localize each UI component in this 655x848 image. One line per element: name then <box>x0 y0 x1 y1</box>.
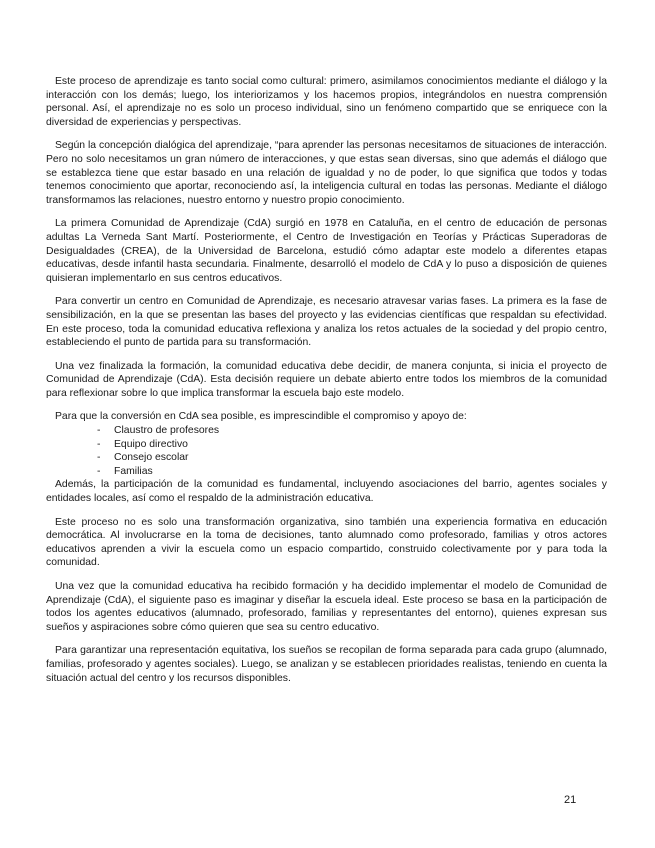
paragraph-5: Una vez finalizada la formación, la comunidad educativa debe decidir, de manera conjunta, si inicia el proyecto de Comunidad de Aprendizaje (CdA). Esta decisión requiere un debate abierto entre todos los miembros de la comunidad para reflexionar sobre lo que implica transformar la escuela bajo este modelo. <box>46 360 607 399</box>
list-intro: Para que la conversión en CdA sea posible, es imprescindible el compromiso y apoyo de: <box>55 411 467 423</box>
list-item: - Claustro de profesores <box>97 424 607 438</box>
commitment-list <box>46 424 607 478</box>
paragraph-2: Según la concepción dialógica del aprendizaje, “para aprender las personas necesitamos de situaciones de interacción. Pero no solo necesitamos un gran número de interacciones, y que estas sean diversas, sino que además el diálogo que se establezca tiene que estar basado en una relación de igualdad y no de poder, lo que significa que todos y todas tenemos conocimiento que aportar, reconociendo así, la inteligencia cultural en todas las personas. Mediante el diálogo transformamos las relaciones, nuestro entorno y nuestro propio conocimiento. <box>46 140 607 206</box>
paragraph-1: Este proceso de aprendizaje es tanto social como cultural: primero, asimilamos conocimientos mediante el diálogo y la interacción con los demás; luego, los interiorizamos y los hacemos propios, integrándolos en nuestra comprensión personal. Así, el aprendizaje no es solo un proceso individual, sino un fenómeno compartido que se enriquece con la diversidad de experiencias y perspectivas. <box>46 76 607 128</box>
paragraph-6: Este proceso no es solo una transformación organizativa, sino también una experiencia formativa en educación democrática. Al involucrarse en la toma de decisiones, tanto alumnado como profesorado, familias y otros actores educativos aprenden a vivir la escuela como un espacio compartido, construido colectivamente por y para toda la comunidad. <box>46 516 607 569</box>
paragraph-8: Para garantizar una representación equitativa, los sueños se recopilan de forma separada para cada grupo (alumnado, familias, profesorado y agentes sociales). Luego, se analizan y se establecen prioridades realistas, teniendo en cuenta la situación actual del centro y los recursos disponibles. <box>46 645 607 684</box>
paragraph-4: Para convertir un centro en Comunidad de Aprendizaje, es necesario atravesar varias fases. La primera es la fase de sensibilización, en la que se presentan las bases del proyecto y las evidencias científicas que respaldan su efectividad. En este proceso, toda la comunidad educativa reflexiona y analiza los retos actuales de la sociedad y del propio centro, estableciendo el punto de partida para su transformación. <box>46 296 607 349</box>
list-item: - Familias <box>97 465 607 479</box>
paragraph-7: Una vez que la comunidad educativa ha recibido formación y ha decidido implementar el modelo de Comunidad de Aprendizaje (CdA), el siguiente paso es imaginar y diseñar la escuela ideal. Este proceso se basa en la participación de todos los agentes educativos (alumnado, profesorado, familias y representantes del entorno), quienes expresan sus sueños y aspiraciones sobre cómo quieren que sea su centro educativo. <box>46 581 607 633</box>
list-item: - Consejo escolar <box>97 451 607 465</box>
list-item: - Equipo directivo <box>97 438 607 452</box>
paragraph-3: La primera Comunidad de Aprendizaje (CdA) surgió en 1978 en Cataluña, en el centro de educación de personas adultas La Verneda Sant Martí. Posteriormente, el Centro de Investigación en Teorías y Prácticas Superadoras de Desigualdades (CREA), de la Universidad de Barcelona, estudió cómo adaptar este modelo a diferentes etapas educativas, desde infantil hasta secundaria. Finalmente, desarrolló el modelo de CdA y lo puso a disposición de quienes quisieran implementarlo en sus centros educativos. <box>46 218 607 284</box>
list-after-paragraph: Además, la participación de la comunidad es fundamental, incluyendo asociaciones del barrio, agentes sociales y entidades locales, así como el respaldo de la administración educativa. <box>46 479 607 505</box>
page-number: 21 <box>564 794 577 806</box>
page-body <box>46 75 607 695</box>
